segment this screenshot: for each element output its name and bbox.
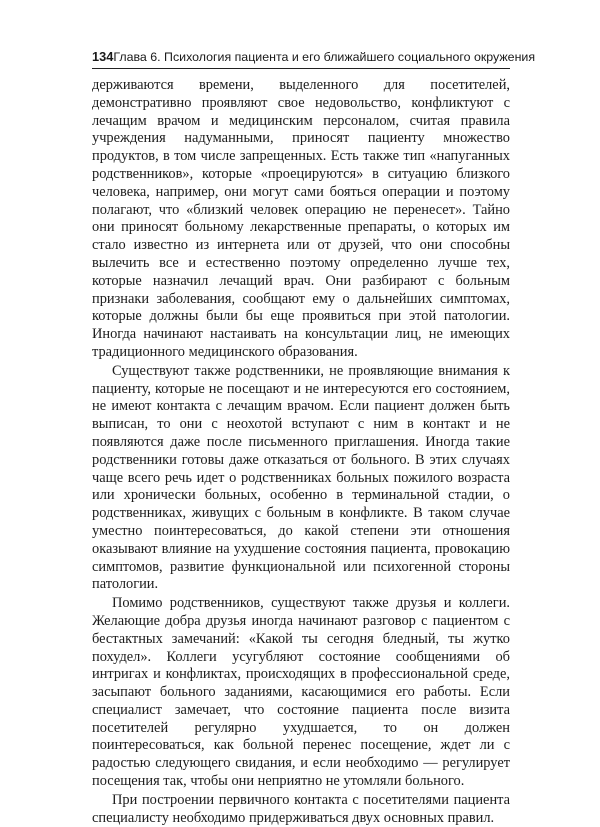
page-number: 134 bbox=[92, 49, 114, 64]
running-header bbox=[92, 49, 536, 64]
chapter-title: Глава 6. Психология пациента и его ближайшего социального окружения bbox=[113, 50, 536, 64]
paragraph-1: держиваются времени, выделенного для посетителей, демонстративно проявляют свое недовольство, конфликтуют с лечащим врачом и медицинским персоналом, считая правила учреждения надуманными, приносят пациенту множество продуктов, в том числе запрещенных. Есть также тип «напуганных родственников», которые «проецируются» в ситуацию близкого человека, например, они могут сами бояться операции и поэтому полагают, что «близкий человек операцию не перенесет». Тайно они приносят больному лекарственные препараты, о которых им стало известно из интернета или от друзей, что они способны вылечить все и естественно поэтому определенно лучше тех, которые назначил лечащий врач. Они разбирают с больным признаки заболевания, сообщают ему о дальнейших симптомах, которые должны были бы еще проявиться при этой патологии. Иногда начинают настаивать на консультации лиц, не имеющих традиционного медицинского образования. bbox=[92, 77, 510, 360]
body-text bbox=[92, 77, 510, 827]
paragraph-4: При построении первичного контакта с посетителями пациента специалисту необходимо придерживаться двух основных правил. bbox=[92, 791, 510, 826]
header-rule bbox=[92, 68, 510, 69]
paragraph-2: Существуют также родственники, не проявляющие внимания к пациенту, которые не посещают и не интересуются его состоянием, не имеют контакта с лечащим врачом. Если пациент должен быть выписан, то они с неохотой вступают с ним в контакт и не появляются даже после письменного приглашения. Иногда такие родственники готовы даже отказаться от больного. В этих случаях чаще всего речь идет о родственниках больных пожилого возраста или хронически больных, особенно в терминальной стадии, о родственниках, живущих с больным в конфликте. В таком случае уместно поинтересоваться, до какой степени эти отношения оказывают влияние на ухудшение состояния пациента, провокацию симптомов, развитие функциональной или психогенной стороны патологии. bbox=[92, 362, 510, 593]
paragraph-3: Помимо родственников, существуют также друзья и коллеги. Желающие добра друзья иногда начинают разговор с пациентом с бестактных замечаний: «Какой ты сегодня бледный, ты жутко похудел». Коллеги усугубляют состояние сообщениями об интригах и конфликтах, происходящих в профессиональной среде, засыпают больного заданиями, касающимися его работы. Если специалист замечает, что состояние пациента после визита посетителей регулярно ухудшается, то он должен поинтересоваться, как больной перенес посещение, ждет ли с радостью следующего свидания, и если необходимо — регулирует посещения так, чтобы они неприятно не утомляли больного. bbox=[92, 595, 510, 790]
